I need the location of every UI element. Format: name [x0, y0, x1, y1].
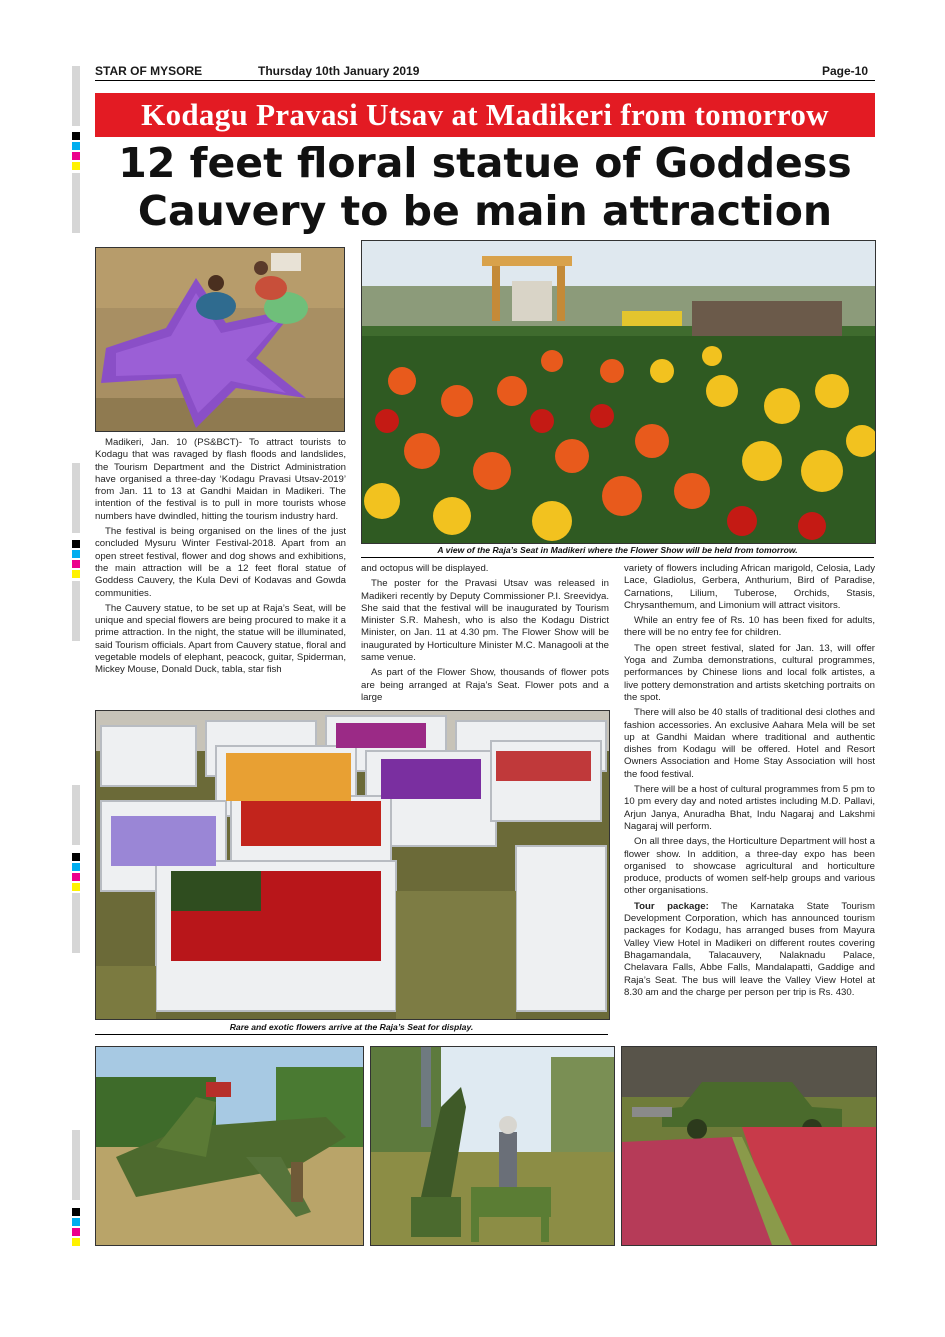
- registration-mark-yellow: [72, 162, 80, 170]
- registration-mark-cyan: [72, 550, 80, 558]
- paragraph: and octopus will be displayed.: [361, 563, 489, 574]
- tour-package-body: The Karnataka State Tourism Development Corporation, which has announced tourism packages for Kodagu, has arranged buses from Mayura Valley View Hotel in Madikeri on different routes covering Bhagamandala, Talacauvery, Nalaknadu Palace, Chelavara Falls, Abbe Falls, Mandalapatti, Gaddige and Raja’s Seat. The bus will leave the Valley View Hotel at 8.30 am and the charge per person per trip is Rs. 430.: [624, 900, 875, 998]
- photo-floral-star: [95, 247, 345, 432]
- caption-rule: [361, 557, 874, 558]
- registration-bar: [72, 463, 80, 533]
- registration-mark-cyan: [72, 863, 80, 871]
- paragraph-tour-package: [624, 901, 875, 999]
- registration-mark-black: [72, 540, 80, 548]
- photo-topiary-car: [621, 1046, 877, 1246]
- masthead-name: STAR OF MYSORE: [95, 64, 203, 78]
- registration-mark-cyan: [72, 1218, 80, 1226]
- paragraph: The open street festival, slated for Jan. 13, will offer Yoga and Zumba demonstrations, cultural programmes, performances by Chinese lions and local folk artistes, a live pottery demonstration and artists sketching portraits on the spot.: [624, 642, 875, 703]
- registration-mark-magenta: [72, 152, 80, 160]
- article-column-3: [624, 563, 875, 1002]
- registration-mark-black: [72, 1208, 80, 1216]
- paragraph: There will be a host of cultural programmes from 5 pm to 10 pm every day and noted artistes including M.D. Pallavi, Arjun Janya, Anuradha Bhat, Indu Nagaraj and Lakshmi Nagaraj will perform.: [624, 784, 875, 832]
- photo-rajas-seat-flower-show: [361, 240, 876, 544]
- registration-mark-yellow: [72, 1238, 80, 1246]
- registration-mark-magenta: [72, 873, 80, 881]
- headline: [90, 139, 880, 235]
- paragraph: There will also be 40 stalls of traditional desi clothes and fashion accessories. An exclusive Aahara Mela will be set up at Gandhi Maidan where traditional and authentic dishes from Kodagu will be offered. Hotel and Resort Owners Association and Home Stay Association will host the food festival.: [624, 707, 875, 780]
- paragraph: The Cauvery statue, to be set up at Raja’s Seat, will be unique and special flowers are being procured to make it a prime attraction. In the night, the statue will be illuminated, said Tourism officials. Apart from Cauvery statue, floral and vegetable models of elephant, peacock, guitar, Spiderman, Mickey Mouse, Donald Duck, tabla, star fish: [95, 602, 346, 676]
- photo-topiary-deer: [370, 1046, 615, 1246]
- registration-bar: [72, 893, 80, 953]
- registration-bar: [72, 581, 80, 641]
- registration-mark-magenta: [72, 1228, 80, 1236]
- paragraph: Madikeri, Jan. 10 (PS&BCT)- To attract tourists to Kodagu that was ravaged by flash floods and landslides, the Tourism Department and the District Administration have organised a three-day ‘Kodagu Pravasi Utsav-2019’ from Jan. 11 to 13 at Gandhi Maidan in Madikeri. The intention of the festival is to pull in more tourists whose numbers have dwindled, hitting the tourism industry hard.: [95, 437, 346, 522]
- paragraph: As part of the Flower Show, thousands of flower pots are being arranged at Raja’s Seat. Flower pots and a large: [361, 667, 609, 703]
- registration-mark-yellow: [72, 570, 80, 578]
- registration-mark-magenta: [72, 560, 80, 568]
- kicker-banner: Kodagu Pravasi Utsav at Madikeri from tomorrow: [95, 93, 875, 137]
- registration-mark-yellow: [72, 883, 80, 891]
- header-rule: [95, 80, 875, 81]
- registration-bar: [72, 66, 80, 126]
- caption-rule: [95, 1034, 608, 1035]
- registration-bar: [72, 173, 80, 233]
- paragraph: variety of flowers including African marigold, Celosia, Lady Lace, Gladiolus, Gerbera, Anthurium, Bird of Paradise, Carnations, Lilium, Tuberose, Orchids, Stasis, Chrysanthemum, and Limonium will attract visitors.: [624, 563, 875, 611]
- paragraph: The poster for the Pravasi Utsav was released in Madikeri recently by Deputy Commissioner P.I. Sreevidya. She said that the festival will be inaugurated by Tourism Minister S.R. Mahesh, who is also the Kodagu District Minister, on Jan. 11 at 4.30 pm. The Flower Show will be inaugurated by Horticulture Minister M.C. Managooli at the same venue.: [361, 578, 609, 664]
- issue-date: Thursday 10th January 2019: [258, 64, 420, 78]
- registration-bar: [72, 1130, 80, 1200]
- article-column-1: [95, 437, 346, 680]
- registration-mark-black: [72, 853, 80, 861]
- registration-mark-black: [72, 132, 80, 140]
- paragraph: The festival is being organised on the lines of the just concluded Mysuru Winter Festival-2018. Apart from an open street festival, flower and dog shows and exhibitions, the main attraction will be a 12 feet floral statue of Goddess Cauvery, the Kula Devi of Kodavas and Gowda communities.: [95, 526, 346, 599]
- page-number: Page-10: [822, 64, 869, 78]
- registration-mark-cyan: [72, 142, 80, 150]
- headline-line-1: 12 feet floral statue of Goddess: [118, 139, 852, 187]
- tour-package-lead: Tour package:: [634, 900, 709, 912]
- headline-line-2: Cauvery to be main attraction: [137, 187, 833, 235]
- article-column-2: [361, 563, 609, 707]
- caption-flowers: Rare and exotic flowers arrive at the Raja’s Seat for display.: [229, 1022, 474, 1032]
- caption-rajas-seat: A view of the Raja’s Seat in Madikeri where the Flower Show will be held from tomorrow.: [437, 545, 798, 555]
- photo-flower-sacks: [95, 710, 610, 1020]
- registration-bar: [72, 785, 80, 845]
- paragraph: While an entry fee of Rs. 10 has been fixed for adults, there will be no entry fee for children.: [624, 615, 875, 639]
- photo-topiary-aircraft: [95, 1046, 364, 1246]
- paragraph: On all three days, the Horticulture Department will host a flower show. In addition, a three-day expo has been organised to showcase agricultural and horticulture produce, products of women self-help groups and various other organisations.: [624, 836, 875, 897]
